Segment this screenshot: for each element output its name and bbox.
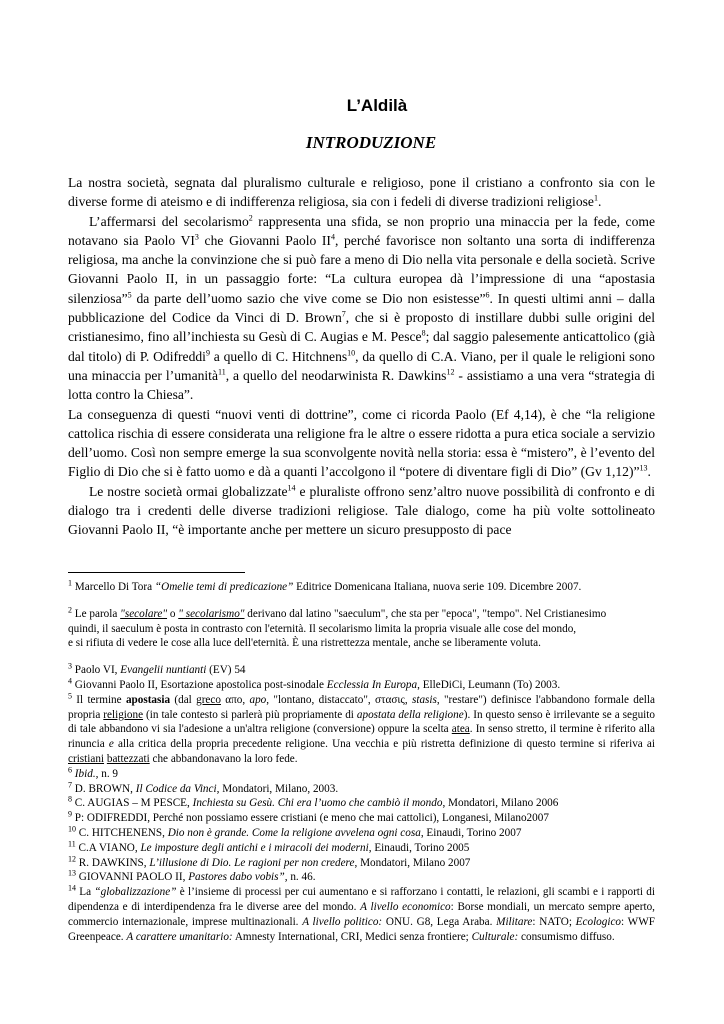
footnote-ref: 10 bbox=[347, 348, 356, 358]
footnote-14: $^{14}$ La “globalizzazione” è l’insieme di processi per cui aumentano e si rafforzano i contatti, le relazioni, gli scambi e i rapporti di dipendenza e di interdipendenza fra le diverse aree del mondo. A livello economico: Borse mondiali, un mercato sempre aperto, commercio internazionale, imprese multinazionali. A livello politico: ONU. G8, Lega Araba. Militare: NATO; Ecologico: WWF Greenpeace. A carattere umanitario: Amnesty International, CRI, Medici senza frontiere; Culturale: consumismo diffuso. bbox=[68, 883, 655, 943]
footnote-9: $^9$ P: ODIFREDDI, Perché non possiamo essere cristiani (e meno che mai cattolici), Longanesi, Milano2007 bbox=[68, 809, 549, 825]
footnote-separator bbox=[68, 572, 245, 573]
link-greco[interactable]: greco bbox=[196, 693, 221, 706]
footnote-8: $^8$ C. AUGIAS – M PESCE, Inchiesta su Gesù. Chi era l’uomo che cambiò il mondo, Mondatori, Milano 2006 bbox=[68, 794, 559, 810]
footnote-10: $^{10}$ C. HITCHENENS, Dio non è grande. Come la religione avvelena ogni cosa, Einaudi, Torino 2007 bbox=[68, 824, 522, 839]
footnote-4: $^4$ Giovanni Paolo II, Esortazione apostolica post-sinodale Ecclessia In Europa, ElleDiCi, Leumann (To) 2003. bbox=[68, 676, 561, 691]
footnote-12: $^{12}$ R. DAWKINS, L’illusione di Dio. Le ragioni per non credere, Mondatori, Milano 2007 bbox=[68, 853, 471, 869]
footnote-13: $^{13}$ GIOVANNI PAOLO II, Pastores dabo vobis”, n. 46. bbox=[68, 868, 316, 884]
link-battezzati[interactable]: battezzati bbox=[106, 752, 150, 765]
footnote-ref: 7 bbox=[341, 309, 346, 319]
paragraph-2: L’affermarsi del secolarismo$^2$ rappresenta una sfida, se non proprio una minaccia per la fede, come notavano sia Paolo $VI^3$ che Giovanni Paolo $II^4$, perché favorisce non soltanto una sorta di indifferenza religiosa, ma anche la convinzione che si può fare a meno di Dio nella vita personale e della società. Scrive Giovanni Paolo II, in un passaggio forte: “La cultura europea dà l’impressione di una “apostasia silenziosa”$^5$ da parte dell’uomo sazio che vive come se Dio non esistesse”$^6$. In questi ultimi anni – dalla pubblicazione del Codice da Vinci di D. Brown$^7$, che si è proposto di instillare dubbi sulle origini del cristianesimo, fino all’inchiesta su Gesù di C. Augias e M. Pesce$^8$; dal saggio palesemente anticattolico (già dal titolo) di P. Odifreddi$^9$ a quello di C. Hitchnens$^{10}$, da quello di C.A. Viano, per il quale le religioni sono una minaccia per l’umanità$^{11}$, a quello del neodarwinista R. Dawkins$^{12}$ - assistiamo a una vera “strategia di lotta contro la Chiesa”. bbox=[68, 213, 655, 403]
paragraph-4: Le nostre società ormai globalizzate$^{14}$ e pluraliste offrono senz’altro nuove possibilità di confronto e di dialogo tra i credenti delle diverse tradizioni religiose. Tale dialogo, come ha più volte sottolineato Giovanni Paolo II, “è importante anche per mettere un sicuro presupposto di pace bbox=[68, 483, 655, 538]
footnote-ref: 8 bbox=[421, 328, 426, 338]
footnote-6: $^6$ Ibid., n. 9 bbox=[68, 765, 118, 780]
footnotes bbox=[68, 580, 655, 944]
link-cristiani[interactable]: cristiani bbox=[68, 752, 105, 765]
footnote-ref: 1 bbox=[593, 193, 598, 203]
link-religione[interactable]: religione bbox=[103, 708, 144, 721]
footnote-ref: 5 bbox=[127, 290, 132, 300]
link-atea[interactable]: atea bbox=[451, 723, 470, 736]
body-text bbox=[68, 173, 655, 540]
footnote-ref: 13 bbox=[639, 463, 648, 473]
footnote-2: $^2$ Le parola "secolare" o " secolarismo" derivano dal latino "saeculum", che sta per "epoca", "tempo". Nel Cristianesimo quindi, il saeculum è posta in contrasto con l'eternità. Il secolarismo limita la propria visuale alle cose del mondo, e si rifiuta di vedere le cose alla luce dell'eternità. È una ristrettezza mentale, anche se liberamente voluta. bbox=[68, 605, 607, 650]
footnote-ref: 12 bbox=[446, 367, 455, 377]
footnote-ref: 2 bbox=[248, 213, 253, 223]
footnote-ref: 14 bbox=[287, 483, 296, 493]
footnote-7: $^7$ D. BROWN, Il Codice da Vinci, Mondatori, Milano, 2003. bbox=[68, 779, 339, 795]
footnote-ref: 9 bbox=[205, 348, 210, 358]
paragraph-3: La conseguenza di questi “nuovi venti di dottrine”, come ci ricorda Paolo (Ef 4,14), è che “la religione cattolica rischia di essere considerata una religione fra le altre o essere ridotta a pura etica sociale a servizio dell’uomo. Così non sempre emerge la sua sconvolgente novità nella storia: essa è “mistero”, è l’evento del Figlio di Dio che si è fatto uomo e dà a quanti l’accolgono il “potere di diventare figli di Dio” (Gv 1,12)”$^{13}$. bbox=[68, 406, 655, 480]
footnote-1: $^1$ Marcello Di Tora “Omelie temi di predicazione” Editrice Domenicana Italiana, nuova serie 109. Dicembre 2007. bbox=[68, 578, 582, 593]
footnote-5: $^5$ Il termine apostasia (dal greco απο, apo, "lontano, distaccato", στασις, stasis, "restare") definisce l'abbandono formale della propria religione (in tale contesto si parlerà più propriamente di apostata della religione). In questo senso è irrilevante se a seguito di tale abbandono vi sia l'adesione a un'altra religione (conversione) oppure la scelta atea. In senso stretto, il termine è riferito alla rinuncia e alla critica della propria precedente religione. Una vecchia e più ristretta definizione di questo termine si riferiva ai cristiani battezzati che abbandonavano la loro fede. bbox=[68, 691, 656, 765]
footnote-ref: 11 bbox=[217, 367, 226, 377]
footnote-ref: 3 bbox=[194, 232, 199, 242]
footnote-11: $^{11}$ C.A VIANO, Le imposture degli antichi e i miracoli dei moderni, Einaudi, Torino 2005 bbox=[68, 839, 470, 854]
page-title: L’Aldilà bbox=[346, 96, 408, 115]
footnote-ref: 6 bbox=[485, 290, 490, 300]
paragraph-1: La nostra società, segnata dal pluralismo culturale e religioso, pone il cristiano a confronto sia con le diverse forme di ateismo e di indifferenza religiosa, sia con i fedeli di diverse tradizioni religiose$^1$. bbox=[68, 175, 655, 210]
footnote-ref: 4 bbox=[330, 232, 335, 242]
footnote-3: $^3$ Paolo VI, Evangelii nuntianti (EV) 54 bbox=[68, 661, 246, 677]
page-subtitle: INTRODUZIONE bbox=[305, 133, 437, 152]
